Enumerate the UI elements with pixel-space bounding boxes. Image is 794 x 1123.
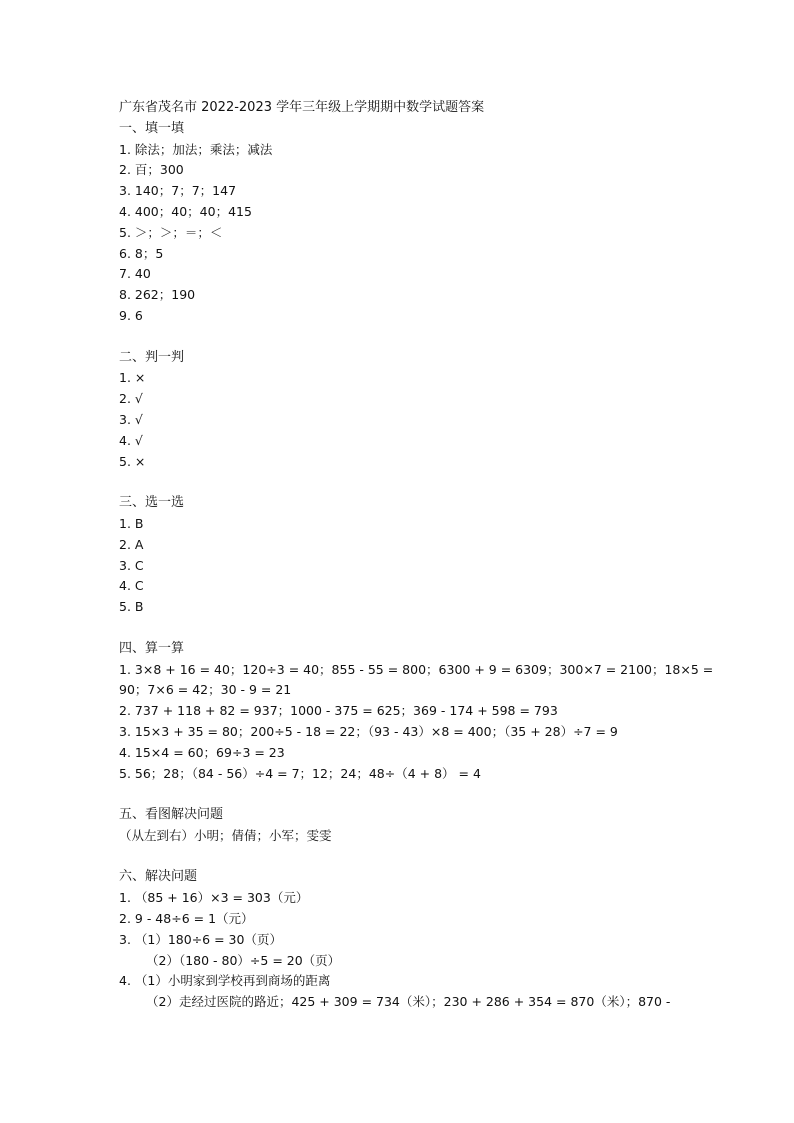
- section-heading: 一、填一填: [119, 120, 185, 136]
- section-heading: 六、解决问题: [119, 869, 198, 885]
- spacer: [119, 472, 709, 493]
- answer-line: 4. 15×4 = 60；69÷3 = 23: [119, 744, 285, 760]
- answer-line: 3. 140；7；7；147: [119, 183, 237, 199]
- answer-line: 1. ×: [119, 370, 146, 386]
- answer-line: 3. 15×3 + 35 = 80；200÷5 - 18 = 22；（93 - 43）×8 = 400；（35 + 28）÷7 = 9: [119, 723, 618, 739]
- answer-line: 5. ×: [119, 453, 146, 469]
- section-multiple-choice: [119, 493, 709, 618]
- answer-line: 4. 400；40；40；415: [119, 203, 252, 219]
- section-fill-in: [119, 119, 709, 327]
- section-picture-problem: [119, 805, 709, 847]
- spacer: [119, 327, 709, 348]
- answer-sheet: [119, 98, 714, 1013]
- section-word-problems: [119, 867, 709, 1013]
- answer-line: 8. 262；190: [119, 287, 196, 303]
- document-title: 广东省茂名市 2022-2023 学年三年级上学期期中数学试题答案: [119, 100, 485, 115]
- section-heading: 二、判一判: [119, 349, 185, 365]
- answer-line: 6. 8；5: [119, 245, 164, 261]
- answer-line: 4. C: [119, 578, 144, 594]
- spacer: [119, 618, 709, 639]
- answer-line: 3. √: [119, 411, 143, 427]
- answer-line: 9. 6: [119, 307, 143, 323]
- answer-line: 1. B: [119, 515, 144, 531]
- spacer: [119, 784, 709, 805]
- answer-line: 7. 40: [119, 266, 151, 282]
- answer-line: 3. C: [119, 557, 144, 573]
- answer-line: 1. （85 + 16）×3 = 303（元）: [119, 890, 309, 906]
- answer-line: 2. A: [119, 536, 144, 552]
- answer-line: 1. 除法；加法；乘法；减法: [119, 141, 273, 157]
- answer-line: 5. B: [119, 599, 144, 615]
- spacer: [119, 847, 709, 868]
- answer-line: 5. ＞；＞；＝；＜: [119, 224, 223, 240]
- answer-line: 4. √: [119, 432, 143, 448]
- section-true-false: [119, 348, 709, 473]
- section-calculation: [119, 639, 714, 785]
- answer-line: 2. √: [119, 391, 143, 407]
- answer-line: 3. （1）180÷6 = 30（页）: [119, 931, 282, 947]
- answer-line: 2. 百；300: [119, 162, 184, 178]
- section-heading: 五、看图解决问题: [119, 807, 224, 823]
- answer-line: 5. 56；28；（84 - 56）÷4 = 7；12；24；48÷（4 + 8） = 4: [119, 765, 481, 781]
- answer-line: （2）走经过医院的路近；425 + 309 = 734（米）；230 + 286 + 354 = 870（米）；870 -: [146, 994, 671, 1010]
- answer-line: 4. （1）小明家到学校再到商场的距离: [119, 973, 331, 989]
- answer-line: 1. 3×8 + 16 = 40；120÷3 = 40；855 - 55 = 800；6300 + 9 = 6309；300×7 = 2100；18×5 =: [119, 661, 714, 677]
- answer-line: 90；7×6 = 42；30 - 9 = 21: [119, 682, 292, 698]
- answer-line: 2. 737 + 118 + 82 = 937；1000 - 375 = 625；369 - 174 + 598 = 793: [119, 703, 558, 719]
- answer-line: （从左到右）小明；倩倩；小军；雯雯: [119, 827, 332, 843]
- answer-line: 2. 9 - 48÷6 = 1（元）: [119, 911, 254, 927]
- section-heading: 三、选一选: [119, 495, 185, 511]
- section-heading: 四、算一算: [119, 640, 185, 656]
- answer-line: （2）（180 - 80）÷5 = 20（页）: [146, 952, 341, 968]
